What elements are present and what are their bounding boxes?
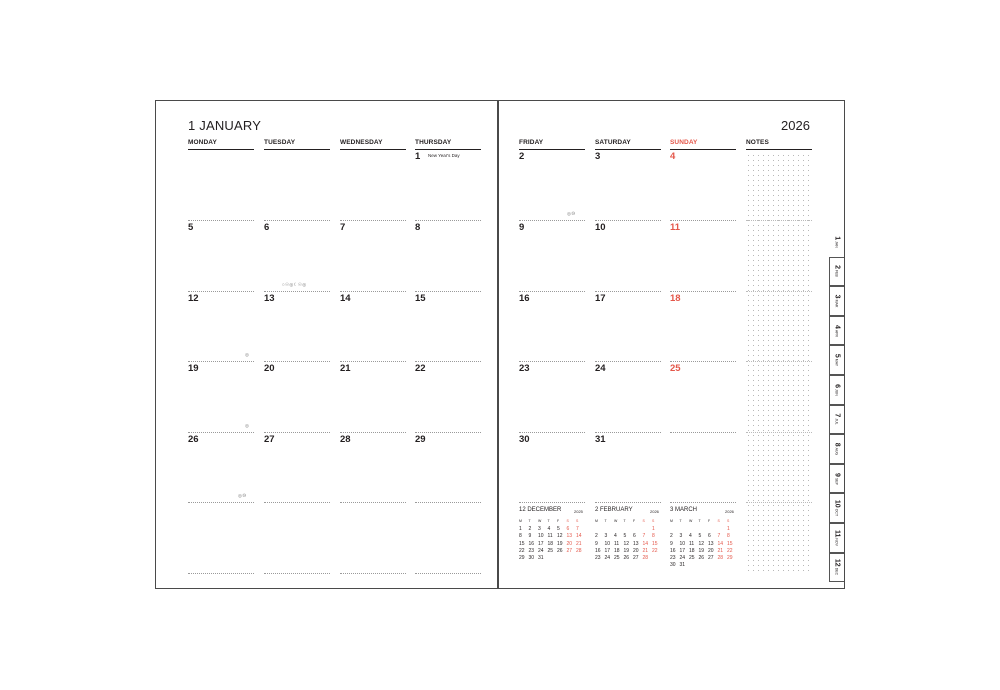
mini-day: 21 <box>717 547 724 554</box>
mini-day: 24 <box>604 554 611 561</box>
month-tab-number: 8 <box>833 442 841 447</box>
row-divider <box>188 361 254 362</box>
planner-spread <box>155 100 845 589</box>
mini-day: 7 <box>717 533 721 540</box>
header-rule <box>670 149 736 150</box>
row-divider <box>264 361 330 362</box>
row-divider <box>340 361 406 362</box>
month-tab-label <box>834 530 841 546</box>
mini-day: 21 <box>642 547 649 554</box>
day-cell-10[interactable]: 10 <box>595 222 606 233</box>
month-tab-label <box>834 443 841 456</box>
mini-day: 16 <box>670 547 676 554</box>
mini-day: 8 <box>652 533 655 540</box>
mini-day: 25 <box>547 547 554 554</box>
mini-day: 2 <box>595 533 598 540</box>
mini-day <box>708 562 718 569</box>
mini-day <box>680 526 690 533</box>
mini-calendar-title: 2 FEBRUARY <box>595 507 633 513</box>
row-divider <box>670 291 736 292</box>
day-cell-30[interactable]: 30 <box>519 434 530 445</box>
row-divider <box>670 432 736 433</box>
row-divider <box>415 361 481 362</box>
mini-day: 9 <box>528 533 532 540</box>
mini-day <box>624 526 634 533</box>
mini-day <box>643 526 653 533</box>
mini-calendar-year: 2026 <box>650 509 659 514</box>
mini-day: 14 <box>576 533 582 540</box>
mini-day: 25 <box>614 554 620 561</box>
day-cell-1[interactable]: 1 <box>415 151 421 162</box>
page-spine <box>497 100 499 589</box>
month-tab-abbr: MAY <box>834 358 839 367</box>
row-divider <box>595 361 661 362</box>
weekday-header-sunday: SUNDAY <box>670 139 698 146</box>
month-tab-abbr: NOV <box>834 538 839 546</box>
mini-day: 26 <box>623 554 630 561</box>
row-divider <box>670 502 736 503</box>
row-divider <box>519 220 585 221</box>
month-tab-abbr: MAR <box>834 299 839 308</box>
mini-day: 10 <box>538 533 544 540</box>
month-tab-label <box>834 384 841 396</box>
mini-day: 4 <box>689 533 692 540</box>
mini-day <box>718 526 728 533</box>
day-cell-26[interactable]: 26 <box>188 434 199 445</box>
moon-phase-marks: ◎ <box>245 423 250 428</box>
mini-day: 11 <box>614 540 620 547</box>
row-divider <box>415 291 481 292</box>
weekday-header-monday: MONDAY <box>188 139 217 146</box>
mini-day: 1 <box>519 526 522 533</box>
mini-day <box>652 555 662 562</box>
mini-day: 6 <box>566 526 570 533</box>
mini-day: 27 <box>566 547 573 554</box>
mini-weekday: W <box>689 519 693 523</box>
weekday-header-wednesday: WEDNESDAY <box>340 139 383 146</box>
mini-day: 6 <box>633 533 636 540</box>
day-cell-5[interactable]: 5 <box>188 222 194 233</box>
row-divider <box>595 220 661 221</box>
mini-day: 29 <box>519 554 525 561</box>
mini-calendar-year: 2025 <box>574 509 583 514</box>
mini-weekday: T <box>698 519 701 523</box>
month-tab-abbr: JUL <box>834 418 839 425</box>
month-tab-label <box>834 295 841 308</box>
month-tab-label <box>834 265 841 277</box>
mini-day: 15 <box>727 540 733 547</box>
mini-weekday: M <box>519 519 522 523</box>
month-tab-abbr: DEC <box>834 568 839 576</box>
day-cell-23[interactable]: 23 <box>519 363 530 374</box>
year-title: 2026 <box>781 118 810 133</box>
mini-day: 8 <box>519 533 522 540</box>
row-divider <box>595 502 661 503</box>
month-tab-dec[interactable] <box>829 553 844 583</box>
header-rule <box>519 149 585 150</box>
header-rule <box>264 149 330 150</box>
month-tab-label <box>834 559 841 575</box>
mini-day: 9 <box>670 540 673 547</box>
mini-day: 5 <box>557 526 560 533</box>
mini-day <box>576 555 586 562</box>
weekday-header-tuesday: TUESDAY <box>264 139 296 146</box>
mini-day: 18 <box>689 547 695 554</box>
mini-day: 27 <box>708 554 714 561</box>
day-cell-25[interactable]: 25 <box>670 363 681 374</box>
row-divider <box>415 220 481 221</box>
row-divider <box>519 291 585 292</box>
month-tab-label <box>833 236 840 248</box>
month-tab-label <box>834 473 841 485</box>
mini-day <box>633 526 643 533</box>
mini-weekday: W <box>538 519 542 523</box>
row-divider <box>415 573 481 574</box>
mini-day <box>557 555 567 562</box>
month-tab-jun[interactable] <box>829 375 844 405</box>
mini-day <box>548 555 558 562</box>
mini-day: 11 <box>547 533 553 540</box>
mini-weekday: S <box>566 519 569 523</box>
mini-day <box>689 526 699 533</box>
row-divider <box>340 432 406 433</box>
month-tab-number: 4 <box>833 324 841 329</box>
month-tab-abbr: OCT <box>834 508 839 517</box>
mini-weekday: W <box>614 519 618 523</box>
mini-day: 17 <box>679 547 686 554</box>
mini-day <box>605 526 615 533</box>
day-cell-24[interactable]: 24 <box>595 363 606 374</box>
mini-weekday: T <box>547 519 550 523</box>
mini-day: 19 <box>623 547 630 554</box>
day-cell-16[interactable]: 16 <box>519 293 530 304</box>
row-divider <box>595 432 661 433</box>
month-tab-jan[interactable] <box>829 227 844 257</box>
mini-day: 13 <box>633 540 639 547</box>
day-cell-4[interactable]: 4 <box>670 151 676 162</box>
weekday-header-friday: FRIDAY <box>519 139 544 146</box>
mini-day: 4 <box>614 533 617 540</box>
header-rule <box>188 149 254 150</box>
mini-weekday: T <box>679 519 682 523</box>
month-tab-aug[interactable] <box>829 434 844 464</box>
month-tab-label <box>834 324 841 336</box>
mini-day: 6 <box>708 533 711 540</box>
mini-weekday: T <box>623 519 626 523</box>
mini-day: 10 <box>604 540 611 547</box>
row-divider <box>340 502 406 503</box>
day-cell-18[interactable]: 18 <box>670 293 681 304</box>
row-divider <box>519 361 585 362</box>
weekday-header-thursday: THURSDAY <box>415 139 452 146</box>
mini-day: 30 <box>528 554 535 561</box>
mini-day: 11 <box>689 540 695 547</box>
row-divider <box>670 220 736 221</box>
mini-day: 12 <box>623 540 630 547</box>
mini-day: 2 <box>528 526 532 533</box>
mini-day: 15 <box>519 540 525 547</box>
mini-day: 8 <box>727 533 730 540</box>
mini-weekday: F <box>633 519 636 523</box>
mini-day: 9 <box>595 540 598 547</box>
mini-day: 21 <box>576 540 582 547</box>
mini-day: 20 <box>708 547 714 554</box>
header-rule <box>415 149 481 150</box>
mini-calendar-grid <box>595 519 662 562</box>
mini-day <box>727 562 737 569</box>
moon-phase-marks: ◎ <box>245 352 250 357</box>
mini-calendar-title: 3 MARCH <box>670 507 698 513</box>
day-cell-22[interactable]: 22 <box>415 363 426 374</box>
day-cell-20[interactable]: 20 <box>264 363 275 374</box>
mini-day: 7 <box>642 533 646 540</box>
month-tab-abbr: SEP <box>834 477 839 485</box>
mini-day: 16 <box>595 547 601 554</box>
mini-day: 26 <box>557 547 563 554</box>
header-rule <box>746 149 812 150</box>
month-tab-number: 3 <box>833 294 841 299</box>
month-tab-mar[interactable] <box>829 286 844 316</box>
mini-day: 27 <box>633 554 639 561</box>
moon-phase-marks: ◎⑩ <box>567 211 576 216</box>
mini-day: 31 <box>679 562 686 569</box>
mini-day: 18 <box>547 540 554 547</box>
mini-day <box>567 555 577 562</box>
mini-day <box>718 562 728 569</box>
mini-weekday: S <box>652 519 655 523</box>
month-tab-feb[interactable] <box>829 257 844 287</box>
mini-day <box>614 526 624 533</box>
mini-weekday: M <box>595 519 598 523</box>
mini-day: 17 <box>604 547 611 554</box>
mini-day: 22 <box>727 547 733 554</box>
month-tab-abbr: AUG <box>834 447 839 456</box>
day-cell-29[interactable]: 29 <box>415 434 426 445</box>
day-cell-19[interactable]: 19 <box>188 363 199 374</box>
month-tab-number: 7 <box>833 413 841 418</box>
mini-weekday: M <box>670 519 673 523</box>
day-cell-11[interactable]: 11 <box>670 222 681 233</box>
mini-day: 13 <box>708 540 714 547</box>
row-divider <box>519 432 585 433</box>
mini-weekday: S <box>642 519 645 523</box>
month-tab-number: 11 <box>833 529 841 538</box>
day-cell-7[interactable]: 7 <box>340 222 346 233</box>
mini-day: 28 <box>717 554 724 561</box>
month-tab-number: 5 <box>833 354 841 358</box>
mini-day <box>689 562 699 569</box>
month-tab-nov[interactable] <box>829 523 844 553</box>
row-divider <box>188 432 254 433</box>
month-tab-label <box>834 354 841 366</box>
day-cell-21[interactable]: 21 <box>340 363 351 374</box>
row-divider <box>415 432 481 433</box>
day-cell-14[interactable]: 14 <box>340 293 351 304</box>
header-rule <box>595 149 661 150</box>
mini-day: 22 <box>519 547 525 554</box>
mini-day <box>708 526 718 533</box>
mini-calendar-grid <box>519 519 586 562</box>
month-tab-jul[interactable] <box>829 405 844 435</box>
mini-calendar-grid <box>670 519 737 569</box>
moon-phase-marks: ○☉◎☾☉◎ <box>282 282 307 287</box>
mini-day: 23 <box>670 554 676 561</box>
mini-day <box>699 562 709 569</box>
month-tab-may[interactable] <box>829 345 844 375</box>
day-cell-2[interactable]: 2 <box>519 151 525 162</box>
row-divider <box>188 220 254 221</box>
row-divider <box>340 573 406 574</box>
header-rule <box>340 149 406 150</box>
row-divider <box>595 291 661 292</box>
day-cell-9[interactable]: 9 <box>519 222 525 233</box>
mini-weekday: F <box>557 519 560 523</box>
month-tab-number: 10 <box>833 500 841 508</box>
month-tab-abbr: JAN <box>834 240 838 248</box>
mini-day: 4 <box>547 526 551 533</box>
mini-day: 28 <box>642 554 649 561</box>
mini-weekday: T <box>604 519 607 523</box>
mini-day: 3 <box>538 526 541 533</box>
mini-day: 31 <box>538 554 544 561</box>
mini-day: 12 <box>557 533 563 540</box>
day-cell-27[interactable]: 27 <box>264 434 275 445</box>
mini-day: 28 <box>576 547 582 554</box>
mini-day: 20 <box>566 540 573 547</box>
mini-day: 29 <box>727 554 733 561</box>
weekday-header-saturday: SATURDAY <box>595 139 631 146</box>
notes-dot-grid[interactable] <box>746 153 812 575</box>
month-tab-number: 1 <box>833 235 840 240</box>
month-title: 1 JANUARY <box>188 118 262 133</box>
holiday-label: New Year's Day <box>428 153 460 158</box>
weekday-header-notes: NOTES <box>746 139 769 146</box>
mini-day: 19 <box>557 540 563 547</box>
mini-day: 26 <box>698 554 705 561</box>
day-cell-13[interactable]: 13 <box>264 293 275 304</box>
row-divider <box>340 220 406 221</box>
day-cell-17[interactable]: 17 <box>595 293 606 304</box>
mini-day: 24 <box>538 547 544 554</box>
month-tab-apr[interactable] <box>829 316 844 346</box>
month-tab-number: 12 <box>833 559 841 568</box>
mini-day: 20 <box>633 547 639 554</box>
month-tab-abbr: APR <box>834 329 839 337</box>
mini-day: 23 <box>595 554 601 561</box>
row-divider <box>670 361 736 362</box>
mini-day: 1 <box>652 526 655 533</box>
mini-day: 2 <box>670 533 673 540</box>
month-index-tabs <box>829 227 845 590</box>
moon-phase-marks: ◎⑩ <box>238 493 247 498</box>
row-divider <box>188 291 254 292</box>
month-tab-abbr: FEB <box>834 270 839 278</box>
month-tab-label <box>834 500 841 516</box>
row-divider <box>264 502 330 503</box>
month-tab-number: 6 <box>833 383 841 388</box>
mini-day: 5 <box>698 533 702 540</box>
mini-day: 14 <box>717 540 724 547</box>
mini-day <box>670 526 680 533</box>
mini-day: 24 <box>679 554 686 561</box>
day-cell-6[interactable]: 6 <box>264 222 270 233</box>
mini-day: 16 <box>528 540 535 547</box>
row-divider <box>264 432 330 433</box>
mini-weekday: T <box>528 519 531 523</box>
mini-day: 19 <box>698 547 705 554</box>
month-tab-oct[interactable] <box>829 493 844 523</box>
mini-day: 3 <box>604 533 608 540</box>
mini-day: 13 <box>566 533 573 540</box>
mini-calendar-year: 2026 <box>725 509 734 514</box>
mini-day: 23 <box>528 547 535 554</box>
mini-day: 25 <box>689 554 695 561</box>
day-cell-15[interactable]: 15 <box>415 293 426 304</box>
mini-day <box>595 526 605 533</box>
mini-day: 17 <box>538 540 544 547</box>
mini-day: 3 <box>679 533 683 540</box>
row-divider <box>264 291 330 292</box>
mini-calendar-title: 12 DECEMBER <box>519 507 562 513</box>
day-cell-8[interactable]: 8 <box>415 222 421 233</box>
row-divider <box>188 573 254 574</box>
mini-weekday: S <box>727 519 730 523</box>
day-cell-3[interactable]: 3 <box>595 151 601 162</box>
row-divider <box>264 220 330 221</box>
row-divider <box>519 502 585 503</box>
row-divider <box>264 573 330 574</box>
mini-day: 7 <box>576 526 579 533</box>
mini-weekday: S <box>576 519 579 523</box>
mini-day: 15 <box>652 540 658 547</box>
day-cell-12[interactable]: 12 <box>188 293 199 304</box>
mini-day: 14 <box>642 540 649 547</box>
day-cell-28[interactable]: 28 <box>340 434 351 445</box>
day-cell-31[interactable]: 31 <box>595 434 606 445</box>
month-tab-number: 2 <box>833 265 841 270</box>
mini-day <box>699 526 709 533</box>
mini-day: 22 <box>652 547 658 554</box>
mini-weekday: F <box>708 519 711 523</box>
mini-day: 30 <box>670 562 676 569</box>
mini-day: 18 <box>614 547 620 554</box>
mini-day: 5 <box>623 533 627 540</box>
row-divider <box>340 291 406 292</box>
month-tab-abbr: JUN <box>834 388 839 396</box>
mini-day: 12 <box>698 540 705 547</box>
row-divider <box>188 502 254 503</box>
month-tab-label <box>834 414 841 425</box>
mini-day: 10 <box>679 540 686 547</box>
mini-weekday: S <box>717 519 720 523</box>
month-tab-number: 9 <box>833 472 841 477</box>
mini-day: 1 <box>727 526 730 533</box>
row-divider <box>415 502 481 503</box>
month-tab-sep[interactable] <box>829 464 844 494</box>
